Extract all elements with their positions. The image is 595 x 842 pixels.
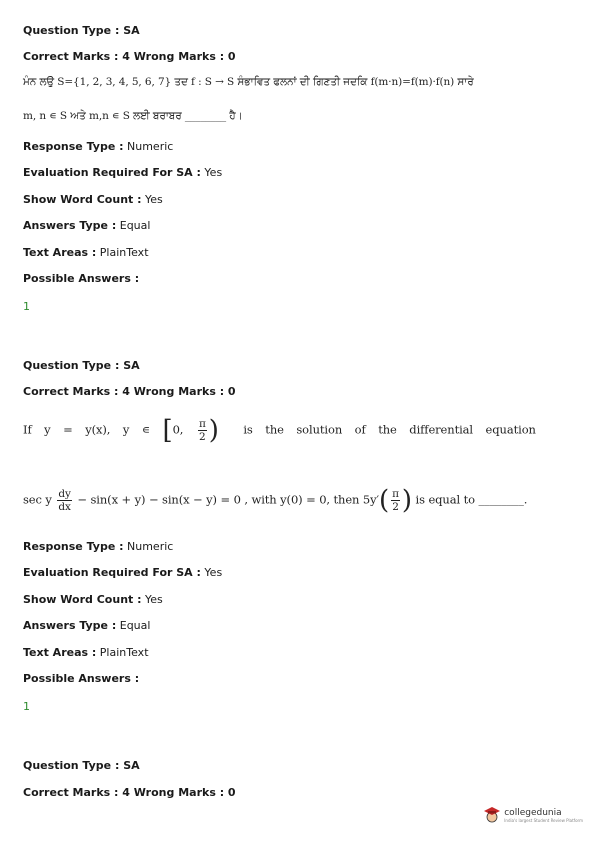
q1-answers-type: Answers Type : Equal bbox=[23, 219, 151, 232]
q1-word-count: Show Word Count : Yes bbox=[23, 193, 163, 206]
q2-answers-type: Answers Type : Equal bbox=[23, 619, 151, 632]
graduate-icon bbox=[483, 806, 501, 824]
pi-over-two-2: $\frac{\pi}{2}$ bbox=[392, 488, 399, 513]
q2-type: Question Type : SA bbox=[23, 359, 140, 372]
q2-evaluation: Evaluation Required For SA : Yes bbox=[23, 566, 223, 579]
q1-stem-line2: m, n ∊ S ਅਤੇ m,n ∊ S ਲਈ ਬਰਾਬਰ ________ ਹੈ। bbox=[23, 110, 243, 122]
q3-type: Question Type : SA bbox=[23, 759, 140, 772]
q1-answer: 1 bbox=[23, 300, 30, 313]
q2-text-areas: Text Areas : PlainText bbox=[23, 646, 149, 659]
q2-stem-line1: If y = y(x), y ∊ [0, $\frac{\pi}{2}$ ) is the solution of the differential equation bbox=[23, 415, 536, 446]
collegedunia-logo bbox=[483, 806, 583, 824]
q2-possible-answers: Possible Answers : bbox=[23, 672, 140, 685]
q1-response-type: Response Type : Numeric bbox=[23, 140, 174, 153]
q2-response-type: Response Type : Numeric bbox=[23, 540, 174, 553]
q2-marks: Correct Marks : 4 Wrong Marks : 0 bbox=[23, 385, 236, 398]
q1-text-areas: Text Areas : PlainText bbox=[23, 246, 149, 259]
pi-over-two: $\frac{\pi}{2}$ bbox=[198, 418, 206, 443]
q1-stem-line1: ਮੰਨ ਲਉ S={1, 2, 3, 4, 5, 6, 7} ਤਦ f : S → S ਸੰਭਾਵਿਤ ਫਲਨਾਂ ਦੀ ਗਿਣਤੀ ਜਦਕਿ f(m·n)=f(m)·f(n) ਸਾਰੇ bbox=[23, 76, 474, 88]
logo-name: collegedunia bbox=[504, 807, 562, 818]
q2-word-count: Show Word Count : Yes bbox=[23, 593, 163, 606]
q2-equation: sec y $\frac{dy}{dx}$ − sin(x + y) − sin(x − y) = 0 , with y(0) = 0, then 5y′( $\frac{\pi}{2}$ ) is equal to ________. bbox=[23, 485, 528, 516]
q1-marks: Correct Marks : 4 Wrong Marks : 0 bbox=[23, 50, 236, 63]
q1-type: Question Type : SA bbox=[23, 24, 140, 37]
logo-tagline: India's largest Student Review Platform bbox=[504, 817, 583, 823]
q2-answer: 1 bbox=[23, 700, 30, 713]
q1-evaluation: Evaluation Required For SA : Yes bbox=[23, 166, 223, 179]
q3-marks: Correct Marks : 4 Wrong Marks : 0 bbox=[23, 786, 236, 799]
dy-dx: $\frac{dy}{dx}$ bbox=[58, 488, 71, 513]
q1-possible-answers: Possible Answers : bbox=[23, 272, 140, 285]
